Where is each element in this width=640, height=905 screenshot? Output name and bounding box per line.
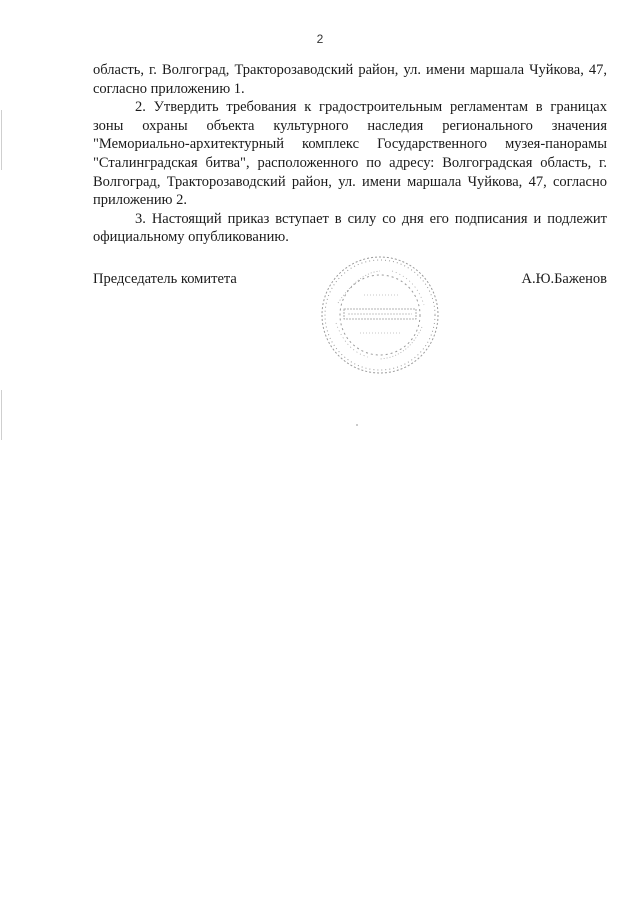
paragraph-item-2: 2. Утвердить требования к градостроительным регламентам в границах зоны охраны объекта культурного наследия регионального значения "Мемориально-архитектурный комплекс Государственного музея-панорамы "Сталинградская битва", расположенного по адресу: Волгоградская область, г. Волгоград, Тракторозаводский район, ул. имени маршала Чуйкова, 47, согласно приложению 2. bbox=[93, 99, 607, 209]
signatory-name: А.Ю.Баженов bbox=[521, 271, 607, 287]
scan-edge-mark bbox=[1, 390, 2, 440]
signatory-title: Председатель комитета bbox=[93, 271, 237, 287]
paragraph-continuation: область, г. Волгоград, Тракторозаводский район, ул. имени маршала Чуйкова, 47, согласно приложению 1. bbox=[93, 62, 607, 97]
scan-speck bbox=[356, 424, 358, 426]
paragraph-item-3: 3. Настоящий приказ вступает в силу со дня его подписания и подлежит официальному опубликованию. bbox=[93, 210, 607, 246]
scan-edge-mark bbox=[1, 110, 2, 170]
official-seal-stamp bbox=[318, 253, 442, 377]
document-body bbox=[93, 61, 607, 247]
page-number: 2 bbox=[316, 32, 324, 46]
